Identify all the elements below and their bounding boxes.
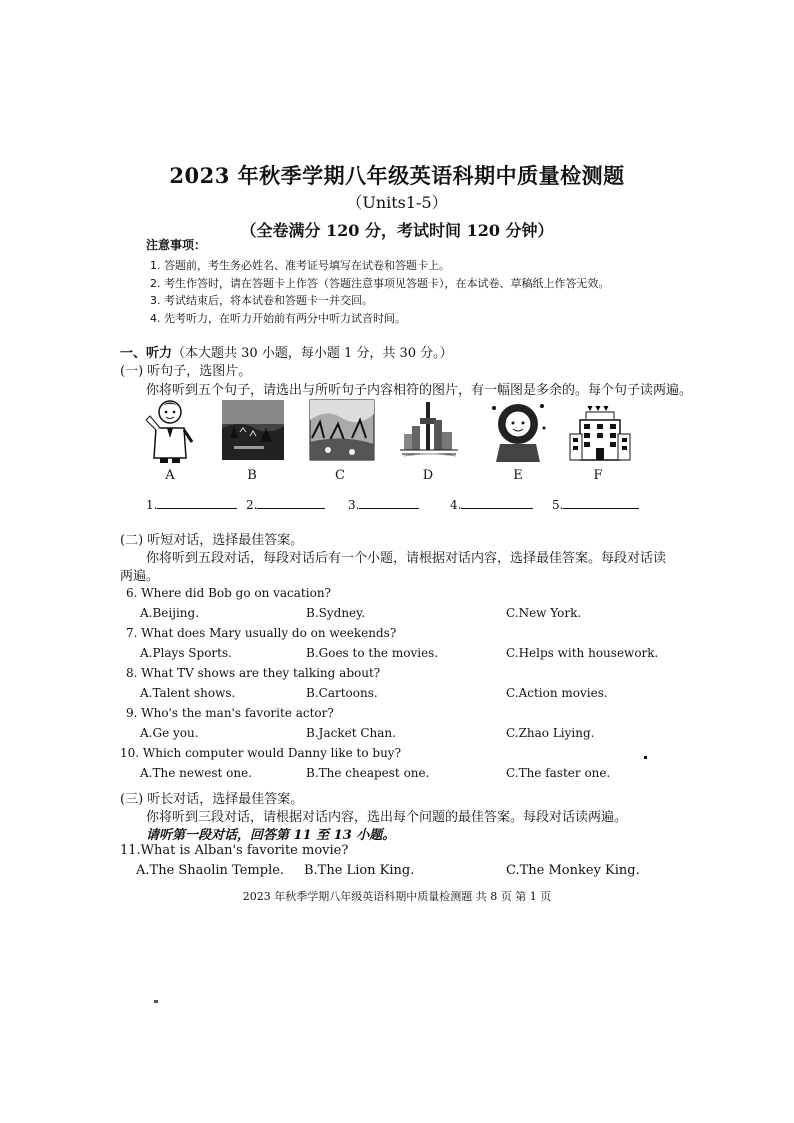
scan-speck xyxy=(644,756,647,759)
part1-instruction: 你将听到五个句子，请选出与所听句子内容相符的图片，有一幅图是多余的。每个句子读两遍。 xyxy=(146,383,693,398)
answer-blank[interactable] xyxy=(552,496,639,512)
answer-blank[interactable] xyxy=(450,496,533,512)
option-b[interactable]: B.The cheapest one. xyxy=(306,766,430,780)
question-11: 11.What is Alban's favorite movie? xyxy=(120,843,349,858)
notes-heading: 注意事项： xyxy=(146,238,207,252)
answer-blank-number: 3. xyxy=(348,498,360,512)
option-a[interactable]: A.The newest one. xyxy=(140,766,252,780)
answer-blank-number: 2. xyxy=(246,498,258,512)
picture-label-a: A xyxy=(165,468,175,483)
question-10: 10. Which computer would Danny like to buy? xyxy=(120,746,402,760)
answer-blank-number: 4. xyxy=(450,498,462,512)
option-a[interactable]: A.Talent shows. xyxy=(140,686,236,700)
option-c[interactable]: C.New York. xyxy=(506,606,582,620)
scan-speck xyxy=(154,1000,158,1003)
exam-score-time: （全卷满分 120 分，考试时间 120 分钟） xyxy=(240,221,554,240)
option-c[interactable]: C.The faster one. xyxy=(506,766,611,780)
picture-f-hotel xyxy=(566,398,636,464)
option-b[interactable]: B.Sydney. xyxy=(306,606,366,620)
page-footer: 2023 年秋季学期八年级英语科期中质量检测题 共 8 页 第 1 页 xyxy=(242,890,552,903)
section1-heading: 一、听力 xyxy=(120,346,173,361)
question-8: 8. What TV shows are they talking about? xyxy=(126,666,381,680)
option-a[interactable]: A.Beijing. xyxy=(140,606,200,620)
question-9: 9. Who's the man's favorite actor? xyxy=(126,706,334,720)
note-item: 3. 考试结束后，将本试卷和答题卡一并交回。 xyxy=(150,294,373,307)
answer-blank[interactable] xyxy=(146,496,237,512)
picture-d-city-skyline xyxy=(396,398,466,464)
part3-instruction: 你将听到三段对话，请根据对话内容，选出每个问题的最佳答案。每段对话读两遍。 xyxy=(146,810,628,825)
option-b[interactable]: B.Jacket Chan. xyxy=(306,726,396,740)
picture-label-c: C xyxy=(335,468,345,483)
part2-heading: (二) 听短对话，选择最佳答案。 xyxy=(120,533,304,548)
part3-sub-instruction: 请听第一段对话，回答第 11 至 13 小题。 xyxy=(146,828,396,843)
option-c[interactable]: C.Helps with housework. xyxy=(506,646,659,660)
note-item: 1. 答题前，考生务必姓名、准考证号填写在试卷和答题卡上。 xyxy=(150,259,450,272)
option-b[interactable]: B.The Lion King. xyxy=(304,863,415,878)
note-item: 2. 考生作答时，请在答题卡上作答（答题注意事项见答题卡），在本试卷、草稿纸上作答无效。 xyxy=(150,277,610,290)
section1-header xyxy=(120,342,453,361)
picture-e-girl xyxy=(484,398,554,464)
question-6: 6. Where did Bob go on vacation? xyxy=(126,586,331,600)
picture-label-d: D xyxy=(422,468,434,483)
answer-blank[interactable] xyxy=(246,496,325,512)
part2-instruction-cont: 两遍。 xyxy=(120,569,160,584)
section1-info: （本大题共 30 小题，每小题 1 分，共 30 分。） xyxy=(172,346,453,361)
option-c[interactable]: C.Action movies. xyxy=(506,686,608,700)
exam-units: （Units1-5） xyxy=(346,193,448,212)
option-c[interactable]: C.The Monkey King. xyxy=(506,863,640,878)
part2-instruction: 你将听到五段对话，每段对话后有一个小题，请根据对话内容，选择最佳答案。每段对话读 xyxy=(146,551,667,566)
option-a[interactable]: A.Plays Sports. xyxy=(140,646,232,660)
option-a[interactable]: A.The Shaolin Temple. xyxy=(136,863,285,878)
note-item: 4. 先考听力，在听力开始前有两分中听力试音时间。 xyxy=(150,312,406,325)
part1-heading: (一) 听句子，选图片。 xyxy=(120,364,252,379)
picture-label-e: E xyxy=(513,468,523,483)
option-b[interactable]: B.Cartoons. xyxy=(306,686,378,700)
picture-c-landscape xyxy=(308,398,378,464)
option-c[interactable]: C.Zhao Liying. xyxy=(506,726,595,740)
question-7: 7. What does Mary usually do on weekends? xyxy=(126,626,397,640)
answer-blank-number: 1. xyxy=(146,498,158,512)
option-b[interactable]: B.Goes to the movies. xyxy=(306,646,439,660)
answer-blank[interactable] xyxy=(348,496,419,512)
picture-a-doctor xyxy=(140,398,210,464)
picture-label-b: B xyxy=(247,468,257,483)
exam-title: 2023 年秋季学期八年级英语科期中质量检测题 xyxy=(169,163,625,188)
picture-b-forest xyxy=(220,398,290,464)
picture-label-f: F xyxy=(593,468,603,483)
part3-heading: (三) 听长对话，选择最佳答案。 xyxy=(120,792,304,807)
answer-blank-number: 5. xyxy=(552,498,564,512)
option-a[interactable]: A.Ge you. xyxy=(140,726,199,740)
